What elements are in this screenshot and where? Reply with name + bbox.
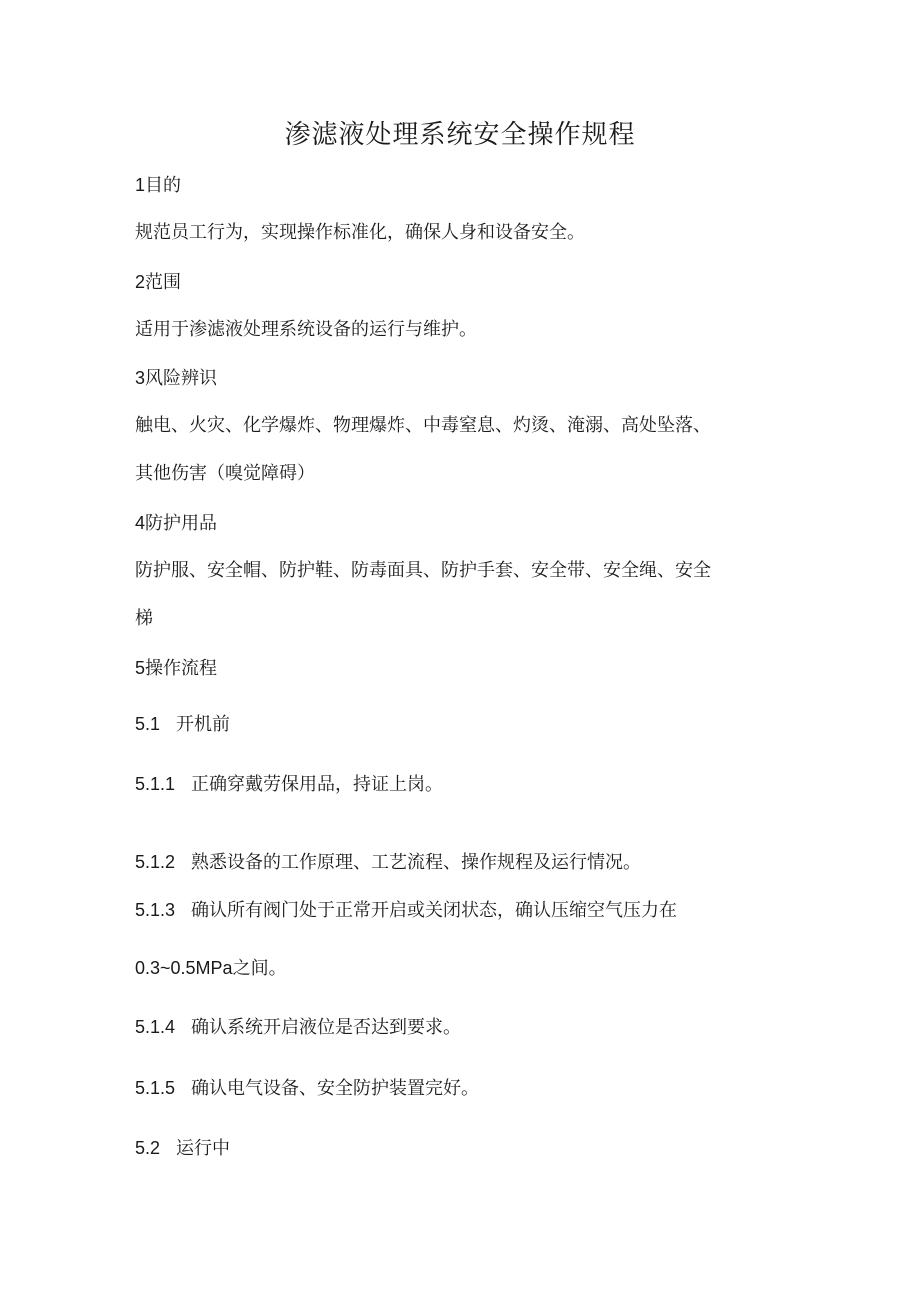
item-number: 5.1 xyxy=(135,714,161,734)
section-body-4-line-1: 防护服、安全帽、防护鞋、防毒面具、防护手套、安全带、安全绳、安全 xyxy=(135,560,711,581)
section-number: 1 xyxy=(135,175,146,195)
item-number: 5.1.4 xyxy=(135,1017,176,1037)
section-title: 防护用品 xyxy=(145,513,218,534)
section-title: 风险辨识 xyxy=(145,368,218,389)
section-title: 操作流程 xyxy=(145,658,218,679)
section-heading-1 xyxy=(135,173,181,198)
section-body-4-line-2: 梯 xyxy=(135,608,153,629)
item-5-1-2 xyxy=(135,850,641,875)
item-5-1-1 xyxy=(135,772,443,797)
section-number: 2 xyxy=(135,272,146,292)
section-number: 5 xyxy=(135,658,146,678)
item-text: 确认所有阀门处于正常开启或关闭状态，确认压缩空气压力在 xyxy=(191,900,678,921)
section-title: 范围 xyxy=(145,272,182,293)
item-5-1-4 xyxy=(135,1015,461,1040)
section-body-3-line-2: 其他伤害（嗅觉障碍） xyxy=(135,463,315,484)
document-title: 渗滤液处理系统安全操作规程 xyxy=(284,120,636,150)
section-heading-4 xyxy=(135,511,217,536)
item-text: 确认电气设备、安全防护装置完好。 xyxy=(191,1078,480,1099)
section-title: 目的 xyxy=(145,175,182,196)
section-heading-3 xyxy=(135,366,217,391)
item-number: 5.1.2 xyxy=(135,852,176,872)
item-text: 熟悉设备的工作原理、工艺流程、操作规程及运行情况。 xyxy=(191,852,642,873)
section-number: 3 xyxy=(135,368,146,388)
item-text: 确认系统开启液位是否达到要求。 xyxy=(191,1017,462,1038)
item-number: 5.2 xyxy=(135,1138,161,1158)
item-number: 5.1.3 xyxy=(135,900,176,920)
item-5-2 xyxy=(135,1136,230,1161)
section-heading-2 xyxy=(135,270,181,295)
section-body-3-line-1: 触电、火灾、化学爆炸、物理爆炸、中毒窒息、灼烫、淹溺、高处坠落、 xyxy=(135,415,711,436)
section-body-1: 规范员工行为，实现操作标准化，确保人身和设备安全。 xyxy=(135,222,585,243)
item-5-1-3 xyxy=(135,898,677,923)
item-5-1-5 xyxy=(135,1076,479,1101)
item-number: 5.1.5 xyxy=(135,1078,176,1098)
pressure-range: 0.3~0.5MPa xyxy=(135,958,233,978)
item-5-1 xyxy=(135,712,230,737)
item-text: 开机前 xyxy=(176,714,231,735)
item-5-1-3-continuation xyxy=(135,956,287,981)
section-body-2: 适用于渗滤液处理系统设备的运行与维护。 xyxy=(135,319,477,340)
item-text: 之间。 xyxy=(232,958,287,979)
item-text: 运行中 xyxy=(176,1138,231,1159)
section-number: 4 xyxy=(135,513,146,533)
item-number: 5.1.1 xyxy=(135,774,176,794)
item-text: 正确穿戴劳保用品，持证上岗。 xyxy=(191,774,444,795)
section-heading-5 xyxy=(135,656,217,681)
